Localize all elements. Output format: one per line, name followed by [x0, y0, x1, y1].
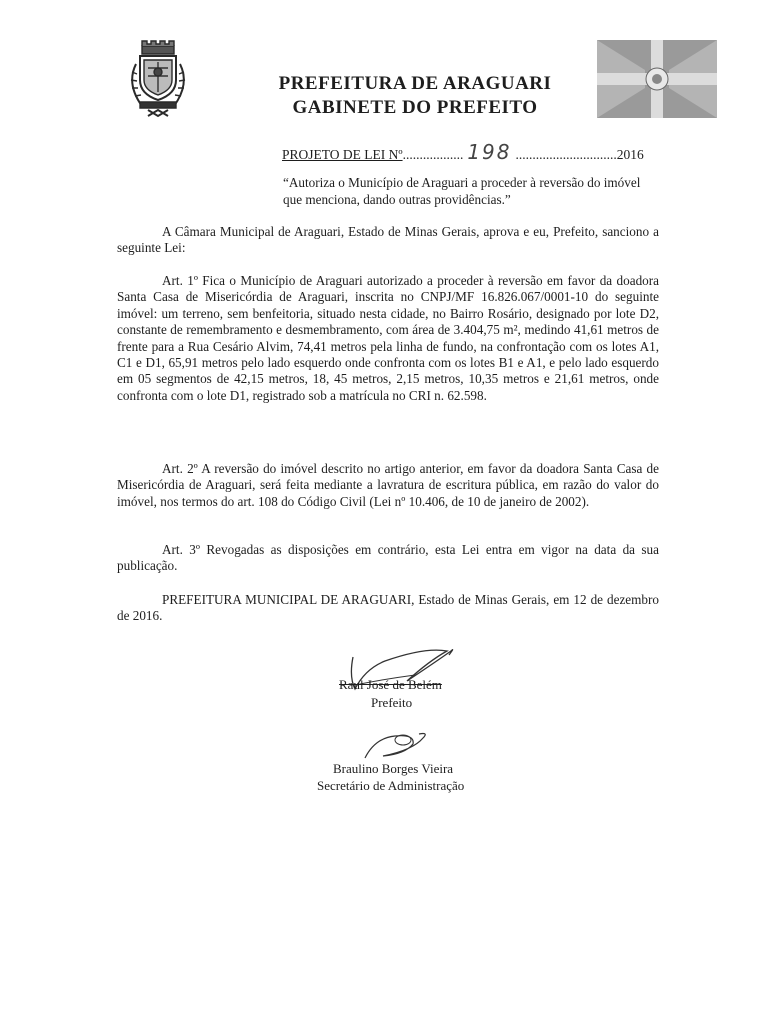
bill-summary: “Autoriza o Município de Araguari a proceder à reversão do imóvel que menciona, dando outras providências.” [283, 175, 641, 207]
secretary-name: Braulino Borges Vieira [333, 761, 454, 776]
article-1: Art. 1º Fica o Município de Araguari autorizado a proceder à reversão em favor da doadora Santa Casa de Misericórdia de Araguari, inscrita no CNPJ/MF 16.826.067/0001-10 do seguinte imóvel: um terreno, sem benfeitoria, situado nesta cidade, no Bairro Rosário, designado por lote D2, constante de remembramento e desmembramento, com área de 3.404,75 m², medindo 41,61 metros de frente para a Rua Cesário Alvim, 74,41 metros pela linha de fundo, na confrontação com os lotes A1, C1 e D1, 65,91 metros pelo lado esquerdo onde confronta com os lotes B1 e A1, e pelo lado esquerdo em 05 segmentos de 42,15 metros, 18, 45 metros, 2,15 metros, 10,35 metros e 21,61 metros, onde confronta com o lote D1, registrado sob a matrícula no CRI n. 62.598. [117, 273, 659, 403]
page-subtitle: GABINETE DO PREFEITO [292, 97, 538, 118]
place-date: PREFEITURA MUNICIPAL DE ARAGUARI, Estado de Minas Gerais, em 12 de dezembro de 2016. [117, 592, 659, 624]
secretary-role: Secretário de Administração [317, 778, 465, 793]
secretary-signature [355, 726, 435, 766]
bill-number-line: PROJETO DE LEI Nº.................. 198 ..............................2016 [282, 140, 644, 164]
bill-label: PROJETO DE LEI Nº [282, 147, 403, 162]
page-title: PREFEITURA DE ARAGUARI [278, 73, 552, 94]
article-2: Art. 2º A reversão do imóvel descrito no artigo anterior, em favor da doadora Santa Casa de Misericórdia de Araguari, será feita mediante a lavratura de escritura pública, em razão do valor do imóvel, nos termos do art. 108 do Código Civil (Lei nº 10.406, de 10 de janeiro de 2002). [117, 461, 659, 509]
mayor-role: Prefeito [371, 695, 413, 710]
bill-year: 2016 [616, 147, 644, 162]
intro-paragraph: A Câmara Municipal de Araguari, Estado de Minas Gerais, aprova e eu, Prefeito, sanciono a seguinte Lei: [117, 224, 659, 256]
bill-number-handwritten: 198 [467, 140, 512, 164]
coat-of-arms-icon [118, 34, 198, 120]
mayor-name: Raul José de Belém [339, 677, 442, 692]
municipal-flag-icon [597, 40, 717, 118]
article-3: Art. 3º Revogadas as disposições em contrário, esta Lei entra em vigor na data da sua publicação. [117, 542, 659, 574]
